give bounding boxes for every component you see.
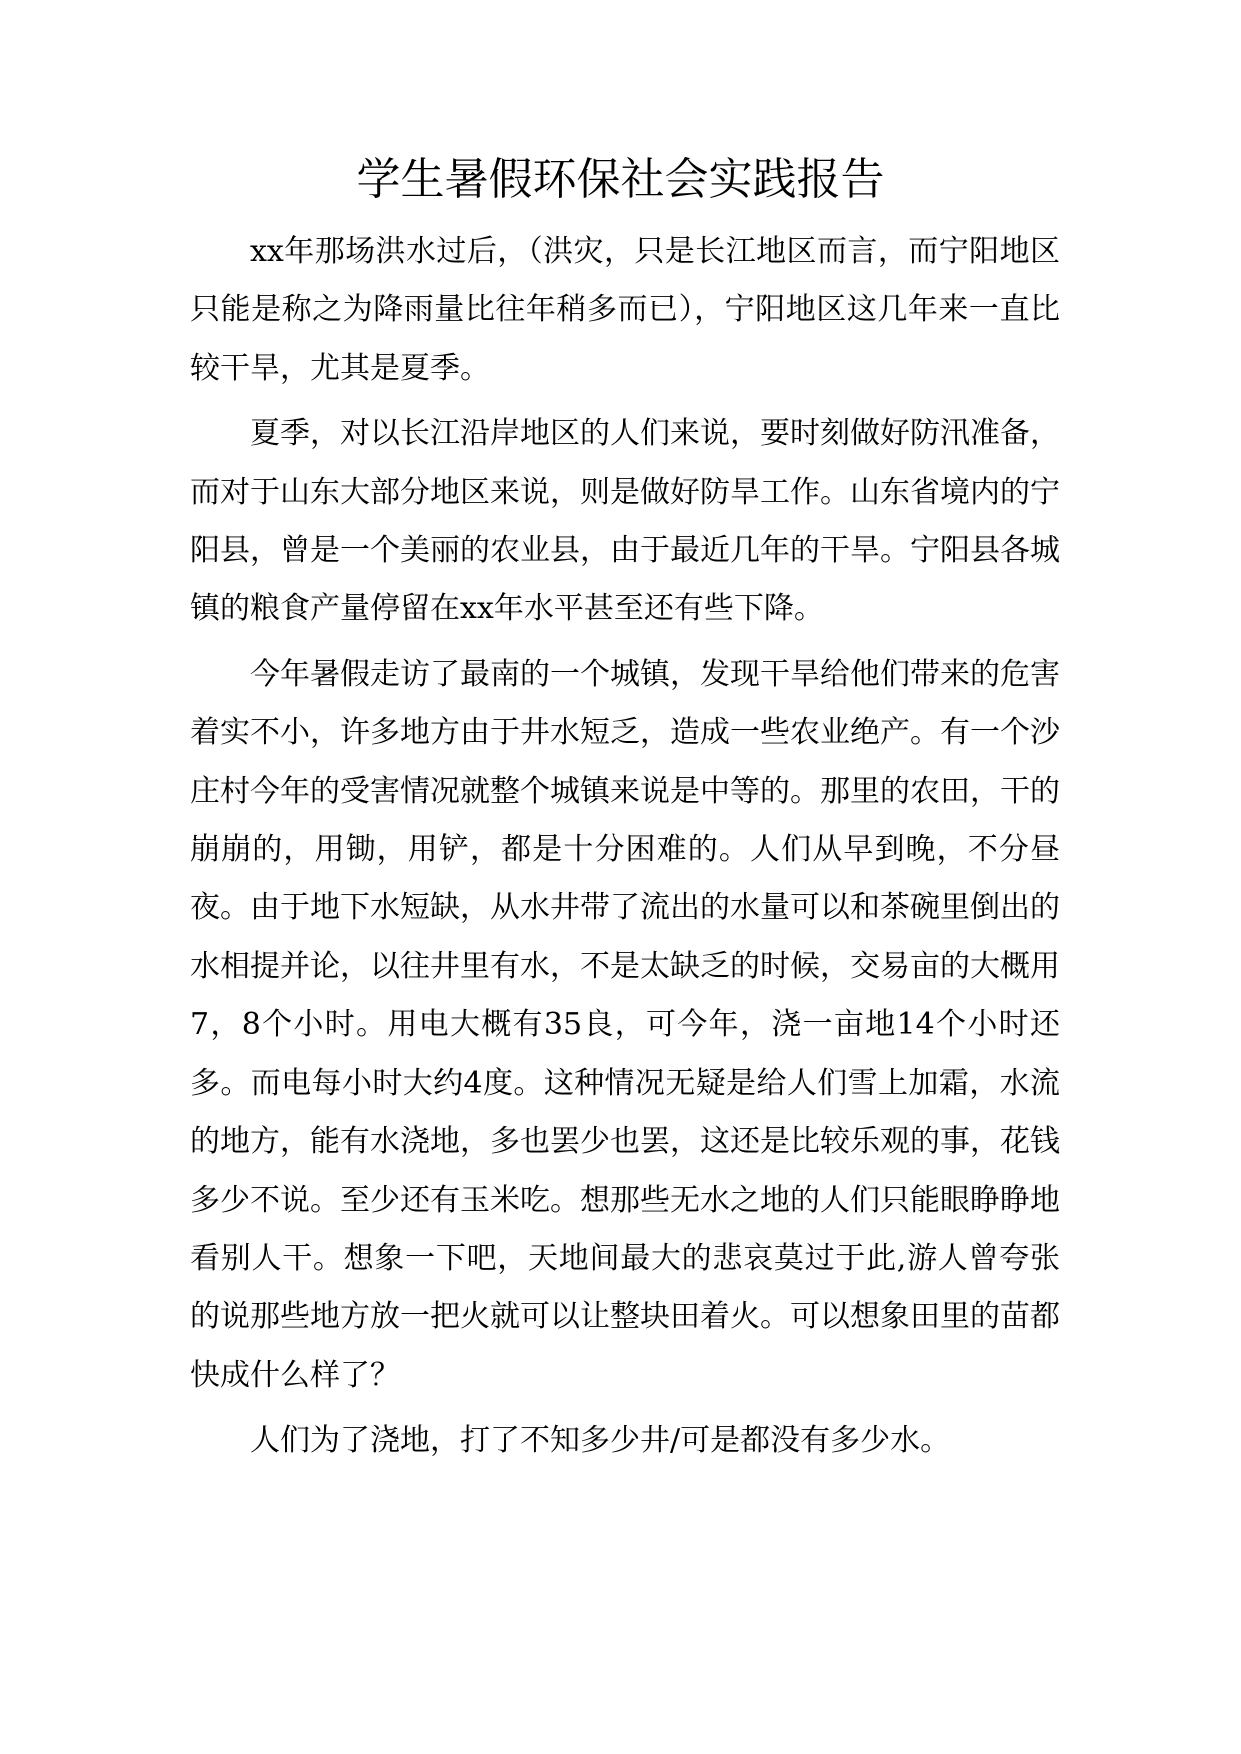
paragraph-1: xx年那场洪水过后，（洪灾，只是长江地区而言，而宁阳地区只能是称之为降雨量比往年稍多而已），宁阳地区这几年来一直比较干旱，尤其是夏季。 (190, 234, 1060, 386)
document-body (190, 223, 1060, 1471)
paragraph-4: 人们为了浇地，打了不知多少井/可是都没有多少水。 (250, 1423, 951, 1459)
paragraph-3: 今年暑假走访了最南的一个城镇，发现干旱给他们带来的危害着实不小，许多地方由于井水短乏，造成一些农业绝产。有一个沙庄村今年的受害情况就整个城镇来说是中等的。那里的农田，干的崩崩的，用锄，用铲，都是十分困难的。人们从早到晚，不分昼夜。由于地下水短缺，从水井带了流出的水量可以和茶碗里倒出的水相提并论，以往井里有水，不是太缺乏的时候，交易亩的大概用7，8个小时。用电大概有35良，可今年，浇一亩地14个小时还多。而电每小时大约4度。这种情况无疑是给人们雪上加霜，水流的地方，能有水浇地，多也罢少也罢，这还是比较乐观的事，花钱多少不说。至少还有玉米吃。想那些无水之地的人们只能眼睁睁地看别人干。想象一下吧，天地间最大的悲哀莫过于此,游人曾夸张的说那些地方放一把火就可以让整块田着火。可以想象田里的苗都快成什么样了？ (190, 656, 1060, 1393)
document-title: 学生暑假环保社会实践报告 (356, 154, 885, 205)
paragraph-2: 夏季，对以长江沿岸地区的人们来说，要时刻做好防汛准备，而对于山东大部分地区来说，则是做好防旱工作。山东省境内的宁阳县，曾是一个美丽的农业县，由于最近几年的干旱。宁阳县各城镇的粮食产量停留在xx年水平甚至还有些下降。 (190, 416, 1060, 627)
